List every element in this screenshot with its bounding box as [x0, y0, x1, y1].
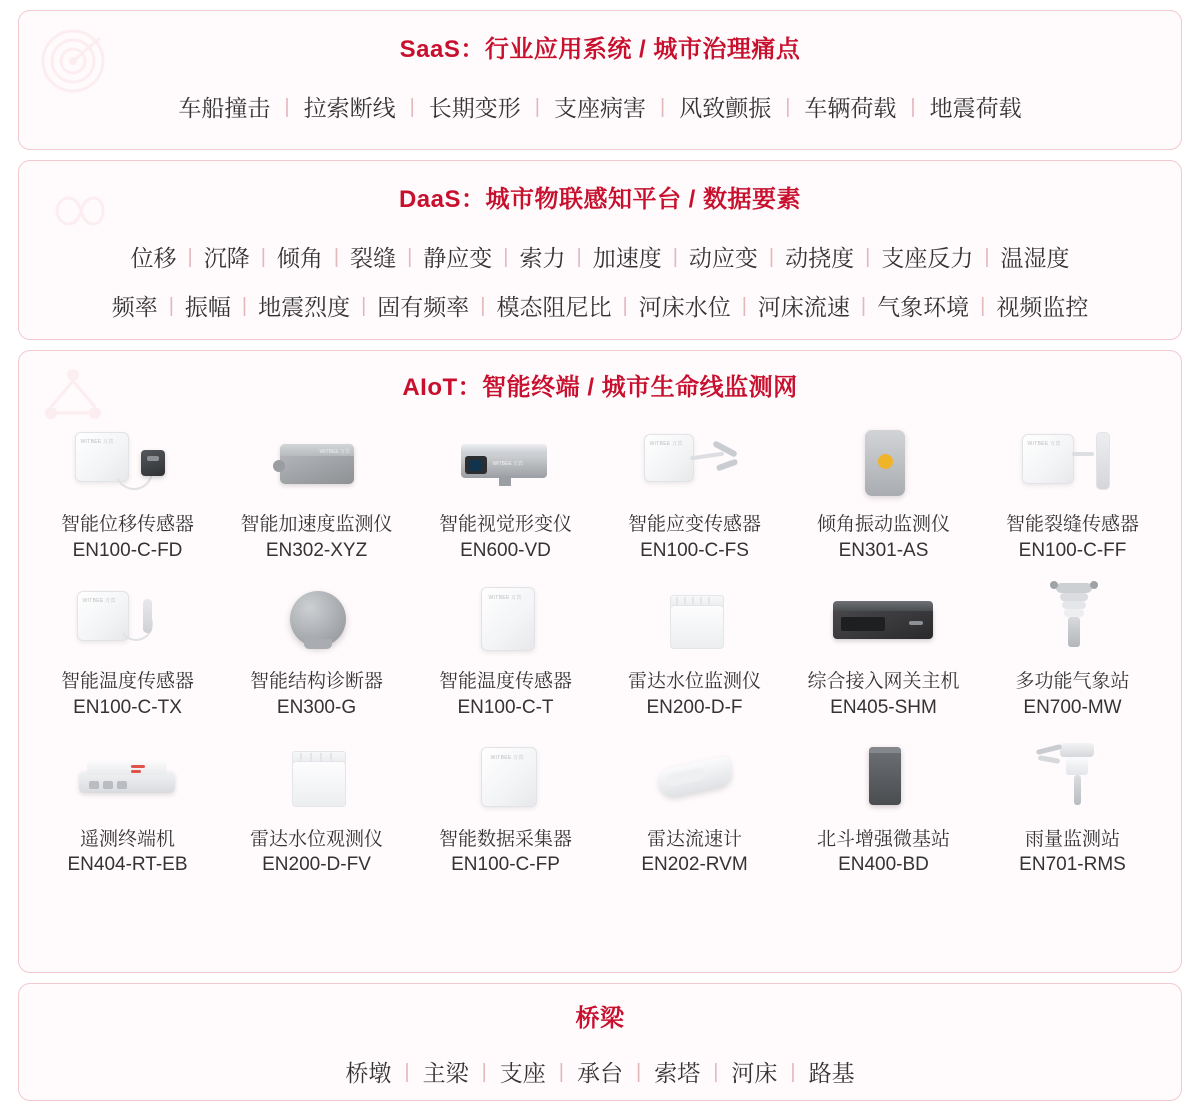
device-image — [242, 420, 392, 506]
device-card[interactable] — [222, 731, 411, 882]
device-card[interactable] — [600, 731, 789, 882]
device-card[interactable] — [411, 416, 600, 567]
device-card[interactable] — [978, 416, 1167, 567]
device-model: EN701-RMS — [1019, 854, 1126, 876]
data-collector-icon: WITBEE 万宾 — [447, 737, 565, 819]
vision-camera-icon: WITBEE 万宾 — [447, 422, 565, 504]
device-image — [242, 735, 392, 821]
temperature-panel-icon: WITBEE 万宾 — [447, 579, 565, 661]
device-card[interactable] — [600, 416, 789, 567]
device-name: 智能裂缝传感器 — [1005, 514, 1139, 535]
separator-icon: | — [790, 1060, 796, 1083]
device-model: EN200-D-FV — [262, 854, 371, 876]
separator-icon: | — [480, 294, 486, 317]
device-card[interactable] — [978, 573, 1167, 724]
separator-icon: | — [558, 1060, 564, 1083]
device-image — [53, 735, 203, 821]
separator-icon: | — [333, 245, 340, 268]
temperature-sensor-icon: WITBEE 万宾 — [69, 579, 187, 661]
strain-sensor-icon: WITBEE 万宾 — [636, 422, 754, 504]
daas-item[interactable]: 气象环境 — [877, 294, 970, 320]
device-name: 智能位移传感器 — [60, 514, 194, 535]
bridge-item[interactable]: 支座 — [499, 1060, 546, 1086]
daas-title — [35, 179, 1165, 214]
device-name: 智能数据采集器 — [438, 828, 572, 850]
device-name: 雷达水位监测仪 — [627, 671, 761, 693]
device-image — [809, 735, 959, 821]
separator-icon: | — [260, 245, 266, 268]
device-name: 智能温度传感器 — [438, 671, 572, 693]
daas-item[interactable]: 视频监控 — [996, 294, 1089, 320]
separator-icon: | — [672, 245, 678, 268]
bridge-item-row — [39, 1055, 1161, 1088]
saas-item[interactable]: 地震荷载 — [929, 95, 1022, 121]
saas-title — [39, 29, 1161, 64]
device-card[interactable] — [789, 573, 978, 724]
daas-item[interactable]: 动挠度 — [785, 245, 855, 271]
device-name: 雨量监测站 — [1024, 828, 1120, 850]
radar-level-observer-icon — [258, 737, 376, 819]
saas-item-row — [39, 90, 1161, 123]
daas-item[interactable]: 频率 — [111, 294, 158, 320]
device-name: 遥测终端机 — [79, 828, 175, 850]
device-image — [431, 735, 581, 821]
saas-title-prefix: SaaS： — [399, 36, 485, 63]
device-model: EN100-C-T — [457, 696, 554, 718]
crack-sensor-icon: WITBEE 万宾 — [1014, 422, 1132, 504]
device-card[interactable] — [600, 573, 789, 724]
separator-icon: | — [187, 245, 193, 268]
device-name: 倾角振动监测仪 — [816, 514, 950, 535]
saas-item[interactable]: 支座病害 — [554, 95, 646, 121]
separator-icon: | — [860, 294, 867, 317]
separator-icon: | — [481, 1060, 487, 1083]
separator-icon: | — [361, 294, 367, 317]
device-image — [998, 735, 1148, 821]
separator-icon: | — [534, 95, 540, 118]
separator-icon: | — [660, 95, 666, 118]
saas-item[interactable]: 长期变形 — [428, 95, 521, 121]
device-model: EN100-C-TX — [73, 696, 182, 718]
device-card[interactable] — [222, 573, 411, 724]
device-name: 综合接入网关主机 — [807, 671, 960, 693]
device-model: EN100-C-FP — [451, 854, 560, 876]
daas-item[interactable]: 裂缝 — [350, 245, 397, 271]
saas-item[interactable]: 车辆荷载 — [804, 95, 897, 121]
device-card[interactable] — [789, 731, 978, 882]
device-image — [998, 420, 1148, 506]
accelerometer-icon: WITBEE 万宾 — [258, 422, 376, 504]
device-name: 多功能气象站 — [1015, 671, 1130, 693]
device-model: EN405-SHM — [830, 696, 937, 718]
daas-item[interactable]: 河床流速 — [757, 294, 850, 320]
device-model: EN100-C-FD — [72, 539, 183, 561]
device-model: EN100-C-FS — [640, 539, 749, 561]
radar-flow-meter-icon — [636, 737, 754, 819]
daas-item[interactable]: 温湿度 — [1000, 245, 1070, 271]
bridge-item[interactable]: 桥墩 — [345, 1060, 392, 1086]
device-grid — [33, 416, 1167, 882]
beidou-micro-station-icon — [825, 737, 943, 819]
separator-icon: | — [785, 95, 791, 118]
device-image — [809, 420, 959, 506]
displacement-sensor-icon: WITBEE 万宾 — [69, 422, 187, 504]
device-image — [809, 577, 959, 663]
daas-item[interactable]: 静应变 — [423, 245, 493, 271]
separator-icon: | — [984, 245, 990, 268]
tilt-vibration-icon — [825, 422, 943, 504]
bridge-title: 桥梁 — [575, 1005, 625, 1032]
device-image — [431, 420, 581, 506]
device-model: EN404-RT-EB — [67, 854, 188, 876]
device-model: EN300-G — [276, 696, 357, 718]
separator-icon: | — [865, 245, 871, 268]
bridge-item[interactable]: 承台 — [577, 1060, 623, 1086]
device-model: EN200-D-F — [646, 696, 743, 718]
separator-icon: | — [910, 95, 916, 118]
device-name: 雷达水位观测仪 — [249, 828, 383, 850]
device-image — [431, 577, 581, 663]
separator-icon: | — [622, 294, 628, 317]
daas-item[interactable]: 振幅 — [184, 294, 231, 320]
device-card[interactable] — [33, 573, 222, 724]
device-card[interactable] — [789, 416, 978, 567]
daas-item[interactable]: 支座反力 — [881, 245, 974, 271]
daas-item[interactable]: 动应变 — [688, 245, 758, 271]
device-name: 智能加速度监测仪 — [240, 514, 393, 535]
gateway-rack-icon — [825, 579, 943, 661]
daas-item-row-1 — [35, 240, 1165, 273]
device-card[interactable] — [33, 731, 222, 882]
bridge-item[interactable]: 路基 — [808, 1060, 855, 1086]
separator-icon: | — [409, 95, 415, 118]
aiot-title-prefix: AIoT： — [402, 374, 483, 401]
device-image — [53, 420, 203, 506]
bridge-panel — [18, 983, 1182, 1101]
device-model: EN301-AS — [838, 539, 929, 561]
daas-item[interactable]: 索力 — [519, 245, 566, 271]
separator-icon: | — [404, 1060, 410, 1083]
device-name: 智能结构诊断器 — [249, 671, 383, 693]
device-model: EN600-VD — [460, 539, 551, 561]
device-name: 北斗增强微基站 — [816, 828, 950, 850]
daas-title-prefix: DaaS： — [398, 186, 486, 213]
separator-icon: | — [576, 245, 582, 268]
separator-icon: | — [284, 95, 290, 118]
separator-icon: | — [241, 294, 248, 317]
device-model: EN202-RVM — [641, 854, 748, 876]
device-image — [620, 420, 770, 506]
daas-panel — [18, 160, 1182, 340]
weather-station-icon — [1014, 579, 1132, 661]
saas-panel — [18, 10, 1182, 150]
saas-item[interactable]: 拉索断线 — [303, 95, 396, 121]
rain-gauge-station-icon — [1014, 737, 1132, 819]
device-name: 智能视觉形变仪 — [438, 514, 572, 535]
device-card[interactable] — [411, 573, 600, 724]
separator-icon: | — [980, 294, 986, 317]
device-card[interactable] — [33, 416, 222, 567]
device-image — [998, 577, 1148, 663]
separator-icon: | — [503, 245, 509, 268]
daas-item-row-2 — [35, 289, 1165, 322]
device-image — [620, 577, 770, 663]
saas-item[interactable]: 车船撞击 — [178, 95, 271, 121]
bridge-item[interactable]: 索塔 — [654, 1060, 701, 1086]
device-model: EN400-BD — [838, 854, 929, 876]
device-model: EN302-XYZ — [265, 539, 368, 561]
device-card[interactable] — [411, 731, 600, 882]
bridge-item[interactable]: 主梁 — [422, 1060, 469, 1086]
daas-title-main: 城市物联感知平台 / 数据要素 — [485, 186, 802, 213]
device-image — [242, 577, 392, 663]
device-image — [620, 735, 770, 821]
daas-item[interactable]: 倾角 — [276, 245, 323, 271]
daas-item[interactable]: 固有频率 — [377, 294, 470, 320]
device-model: EN100-C-FF — [1018, 539, 1127, 561]
device-image — [53, 577, 203, 663]
daas-item[interactable]: 位移 — [130, 245, 177, 271]
aiot-panel — [18, 350, 1182, 973]
device-name: 雷达流速计 — [646, 828, 742, 850]
separator-icon: | — [713, 1060, 719, 1083]
telemetry-terminal-icon — [69, 737, 187, 819]
saas-item[interactable]: 风致颤振 — [679, 95, 772, 121]
device-name: 智能应变传感器 — [627, 514, 761, 535]
daas-item[interactable]: 地震烈度 — [258, 294, 351, 320]
aiot-title — [33, 367, 1167, 402]
separator-icon: | — [741, 294, 747, 317]
device-model: EN700-MW — [1023, 696, 1122, 718]
saas-title-main: 行业应用系统 / 城市治理痛点 — [484, 36, 801, 63]
radar-level-cube-icon — [636, 579, 754, 661]
daas-item[interactable]: 加速度 — [592, 245, 662, 271]
daas-item[interactable]: 河床水位 — [638, 294, 731, 320]
separator-icon: | — [636, 1060, 642, 1083]
device-card[interactable] — [978, 731, 1167, 882]
structure-diagnoser-icon — [258, 579, 376, 661]
bridge-item[interactable]: 河床 — [731, 1060, 778, 1086]
separator-icon: | — [168, 294, 174, 317]
separator-icon: | — [407, 245, 413, 268]
daas-item[interactable]: 沉降 — [203, 245, 250, 271]
aiot-title-main: 智能终端 / 城市生命线监测网 — [482, 374, 798, 401]
device-card[interactable] — [222, 416, 411, 567]
separator-icon: | — [768, 245, 775, 268]
device-name: 智能温度传感器 — [60, 671, 194, 693]
daas-item[interactable]: 模态阻尼比 — [496, 294, 612, 320]
